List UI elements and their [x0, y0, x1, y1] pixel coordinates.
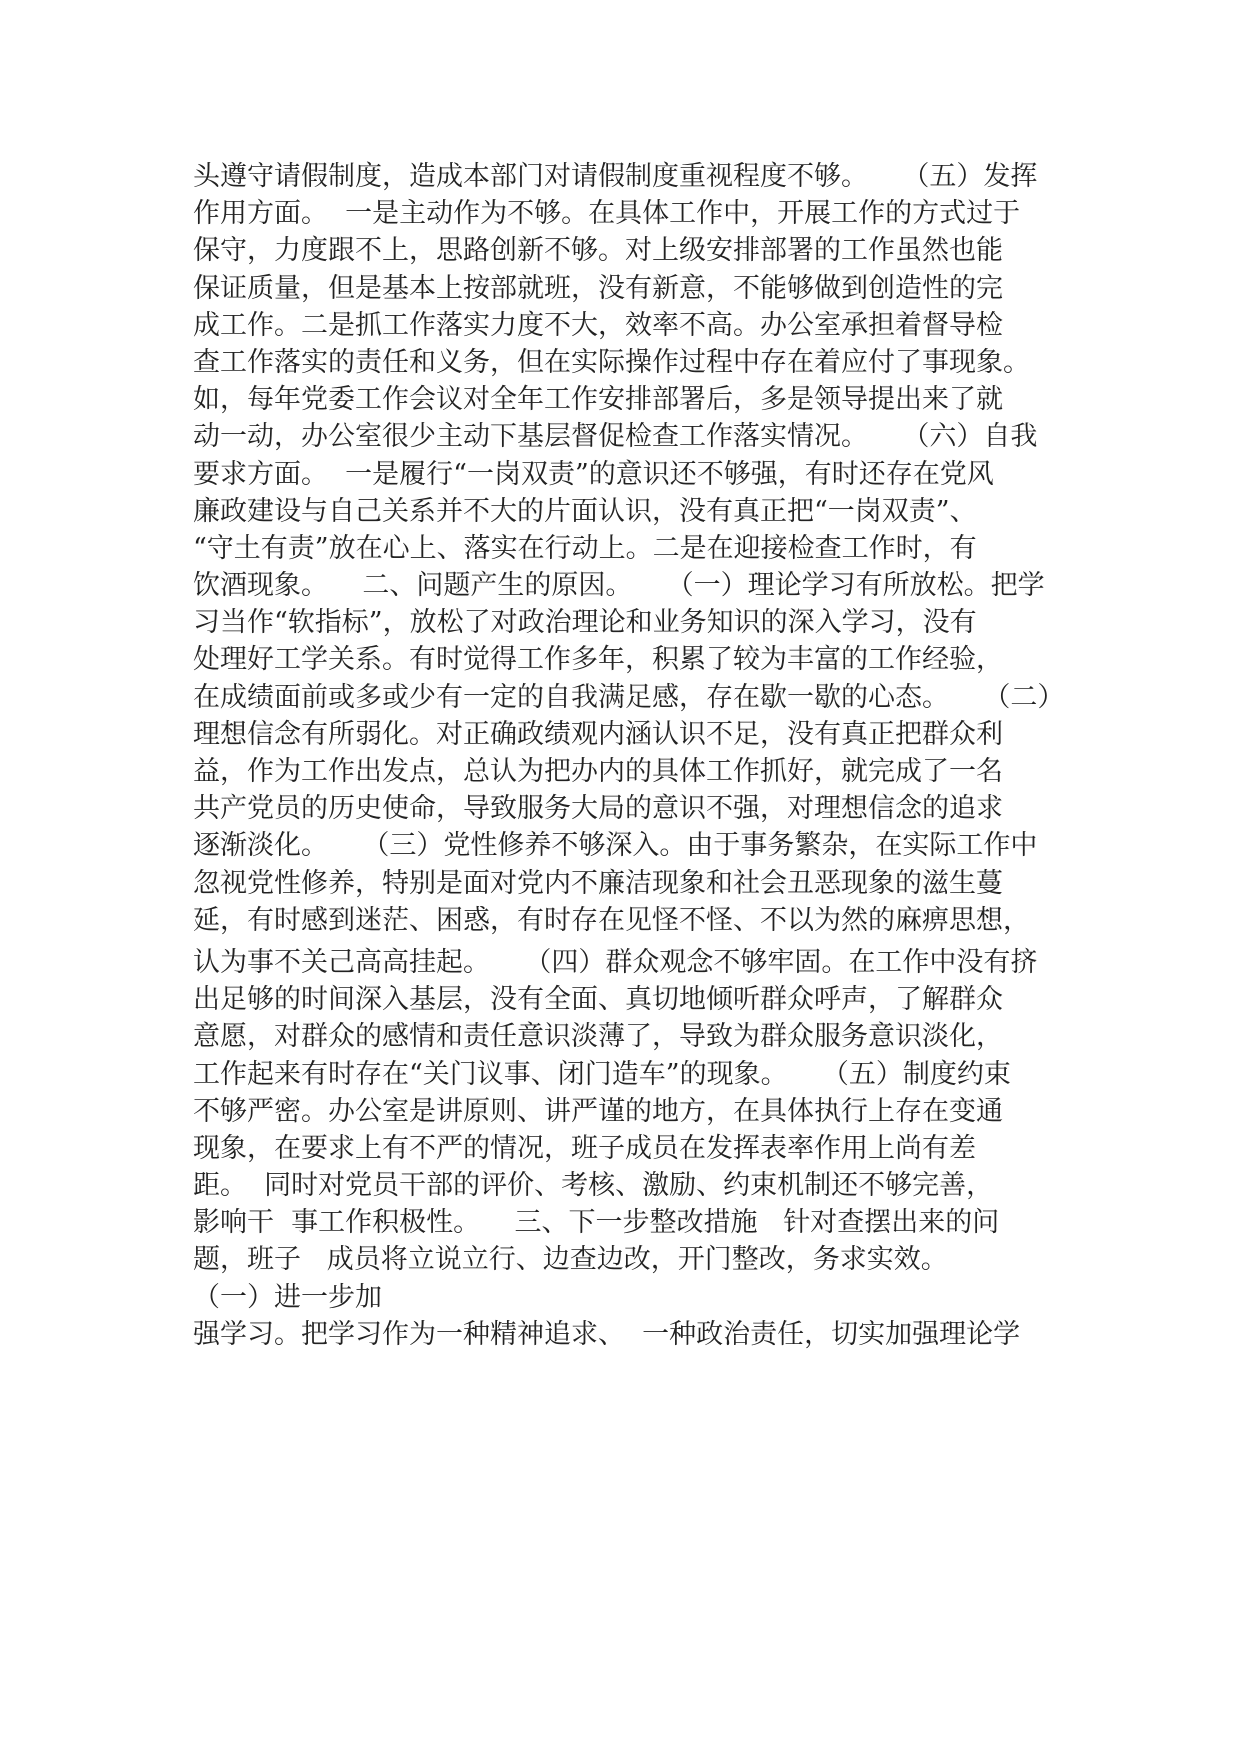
- text-line: 不够严密。办公室是讲原则、讲严谨的地方，在具体执行上存在变通: [193, 1095, 1003, 1127]
- text-line: 在成绩面前或多或少有一定的自我满足感，存在歇一歇的心态。 （二）: [193, 681, 1065, 713]
- text-line: 动一动，办公室很少主动下基层督促检查工作落实情况。 （六）自我: [193, 421, 1038, 453]
- text-line: 工作起来有时存在“关门议事、闭门造车”的现象。 （五）制度约束: [193, 1058, 1011, 1090]
- text-line: 延，有时感到迷茫、困惑，有时存在见怪不怪、不以为然的麻痹思想，: [193, 904, 1030, 936]
- text-line: 强学习。把学习作为一种精神追求、 一种政治责任，切实加强理论学: [193, 1318, 1021, 1350]
- text-line: 现象，在要求上有不严的情况，班子成员在发挥表率作用上尚有差: [193, 1132, 976, 1164]
- text-line: “守土有责”放在心上、落实在行动上。二是在迎接检查工作时，有: [193, 532, 977, 564]
- text-line: 逐渐淡化。 （三）党性修养不够深入。由于事务繁杂，在实际工作中: [193, 830, 1038, 862]
- text-line: 如，每年党委工作会议对全年工作安排部署后，多是领导提出来了就: [193, 384, 1003, 416]
- text-line: 距。 同时对党员干部的评价、考核、激励、约束机制还不够完善，: [193, 1170, 994, 1202]
- text-line: 习当作“软指标”，放松了对政治理论和业务知识的深入学习，没有: [193, 607, 977, 639]
- text-line: （一）进一步加: [193, 1281, 382, 1313]
- text-line: 题，班子 成员将立说立行、边查边改，开门整改，务求实效。: [193, 1244, 948, 1276]
- text-line: 要求方面。 一是履行“一岗双责”的意识还不够强，有时还存在党风: [193, 458, 994, 490]
- text-line: 廉政建设与自己关系并不大的片面认识，没有真正把“一岗双责”、: [193, 495, 977, 527]
- text-line: 头遵守请假制度，造成本部门对请假制度重视程度不够。 （五）发挥: [193, 161, 1038, 192]
- document-body-text: [193, 158, 1093, 1353]
- text-line: 理想信念有所弱化。对正确政绩观内涵认识不足，没有真正把群众利: [193, 718, 1003, 750]
- text-line: 保守，力度跟不上，思路创新不够。对上级安排部署的工作虽然也能: [193, 235, 1003, 267]
- text-line: 意愿，对群众的感情和责任意识淡薄了，导致为群众服务意识淡化，: [193, 1021, 1003, 1053]
- text-line: 作用方面。 一是主动作为不够。在具体工作中，开展工作的方式过于: [193, 198, 1021, 230]
- text-line: 忽视党性修养，特别是面对党内不廉洁现象和社会丑恶现象的滋生蔓: [193, 867, 1003, 899]
- text-line: 影响干 事工作积极性。 三、下一步整改措施 针对查摆出来的问: [193, 1207, 1000, 1239]
- text-line: 查工作落实的责任和义务，但在实际操作过程中存在着应付了事现象。: [193, 346, 1030, 378]
- text-line: 认为事不关己高高挂起。 （四）群众观念不够牢固。在工作中没有挤: [193, 946, 1038, 978]
- text-line: 成工作。二是抓工作落实力度不大，效率不高。办公室承担着督导检: [193, 309, 1003, 341]
- text-line: 共产党员的历史使命，导致服务大局的意识不强，对理想信念的追求: [193, 793, 1003, 825]
- text-line: 益，作为工作出发点，总认为把办内的具体工作抓好，就完成了一名: [193, 756, 1003, 787]
- text-line: 出足够的时间深入基层，没有全面、真切地倾听群众呼声，了解群众: [193, 984, 1003, 1016]
- text-line: 保证质量，但是基本上按部就班，没有新意，不能够做到创造性的完: [193, 272, 1003, 304]
- text-line: 饮酒现象。 二、问题产生的原因。 （一）理论学习有所放松。把学: [193, 570, 1045, 602]
- text-line: 处理好工学关系。有时觉得工作多年，积累了较为丰富的工作经验，: [193, 644, 1003, 676]
